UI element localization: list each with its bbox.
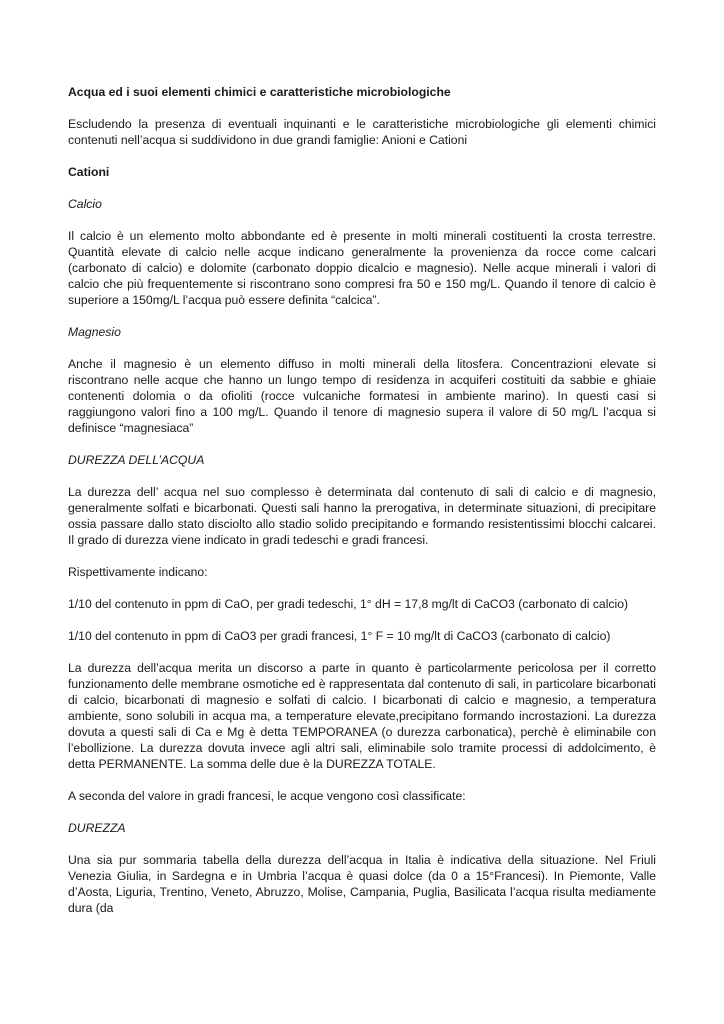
subheading-durezza: DUREZZA [68,821,126,835]
durezza-paragraph-6: A seconda del valore in gradi francesi, le acque vengono così classificate: [68,789,466,803]
calcio-paragraph: Il calcio è un elemento molto abbondante ed è presente in molti minerali costituenti la crosta terrestre. Quantità elevate di calcio nelle acque indicano generalmente la provenienza da rocce come calcari (carbonato di calcio) e dolomite (carbonato doppio dicalcio e magnesio). Nelle acque minerali i valori di calcio che più frequentemente si riscontrano sono compresi fra 50 e 150 mg/L. Quando il tenore di calcio è superiore a 150mg/L l’acqua può essere definita “calcica”. [68,229,656,307]
durezza-paragraph-1: La durezza dell’ acqua nel suo complesso è determinata dal contenuto di sali di calcio e di magnesio, generalmente solfati e bicarbonati. Questi sali hanno la prerogativa, in determinate situazioni, di precipitare ossia passare dallo stato disciolto allo stadio solido precipitando e formando resistentissimi blocchi calcarei. Il grado di durezza viene indicato in gradi tedeschi e gradi francesi. [68,485,656,547]
durezza-paragraph-3: 1/10 del contenuto in ppm di CaO, per gradi tedeschi, 1° dH = 17,8 mg/lt di CaCO3 (carbonato di calcio) [68,597,629,611]
durezza-paragraph-5: La durezza dell’acqua merita un discorso a parte in quanto è particolarmente pericolosa per il corretto funzionamento delle membrane osmotiche ed è rappresentata dal contenuto di sali, in particolare bicarbonati di calcio, bicarbonati di magnesio e solfati di calcio. I bicarbonati di calcio e magnesio, a temperatura ambiente, sono solubili in acqua ma, a temperature elevate,precipitano formando incrostazioni. La durezza dovuta a questi sali di Ca e Mg è detta TEMPORANEA (o durezza carbonatica), perchè è eliminabile con l’ebollizione. La durezza dovuta invece agli altri sali, eliminabile solo tramite processi di addolcimento, è detta PERMANENTE. La somma delle due è la DUREZZA TOTALE. [68,661,656,771]
intro-paragraph: Escludendo la presenza di eventuali inquinanti e le caratteristiche microbiologiche gli elementi chimici contenuti nell’acqua si suddividono in due grandi famiglie: Anioni e Cationi [68,117,656,147]
durezza-paragraph-2: Rispettivamente indicano: [68,565,208,579]
magnesio-paragraph: Anche il magnesio è un elemento diffuso in molti minerali della litosfera. Concentrazioni elevate si riscontrano nelle acque che hanno un lungo tempo di residenza in acquiferi costituiti da sabbie e ghiaie contenenti dolomia o da ofioliti (rocce vulcaniche formatesi in ambiente marino). In questi casi si raggiungono valori fino a 100 mg/L. Quando il tenore di magnesio supera il valore di 50 mg/L l’acqua si definisce “magnesiaca” [68,357,656,435]
durezza-italia-paragraph: Una sia pur sommaria tabella della durezza dell’acqua in Italia è indicativa della situazione. Nel Friuli Venezia Giulia, in Sardegna e in Umbria l’acqua è quasi dolce (da 0 a 15°Francesi). In Piemonte, Valle d’Aosta, Liguria, Trentino, Veneto, Abruzzo, Molise, Campania, Puglia, Basilicata l’acqua risulta mediamente dura (da [68,853,656,915]
document-title: Acqua ed i suoi elementi chimici e caratteristiche microbiologiche [68,85,451,99]
subheading-magnesio: Magnesio [68,325,121,339]
subheading-calcio: Calcio [68,197,102,211]
subheading-durezza-acqua: DUREZZA DELL’ACQUA [68,453,205,467]
durezza-paragraph-4: 1/10 del contenuto in ppm di CaO3 per gradi francesi, 1° F = 10 mg/lt di CaCO3 (carbonato di calcio) [68,629,611,643]
section-heading-cationi: Cationi [68,165,110,179]
document-page [68,84,656,916]
